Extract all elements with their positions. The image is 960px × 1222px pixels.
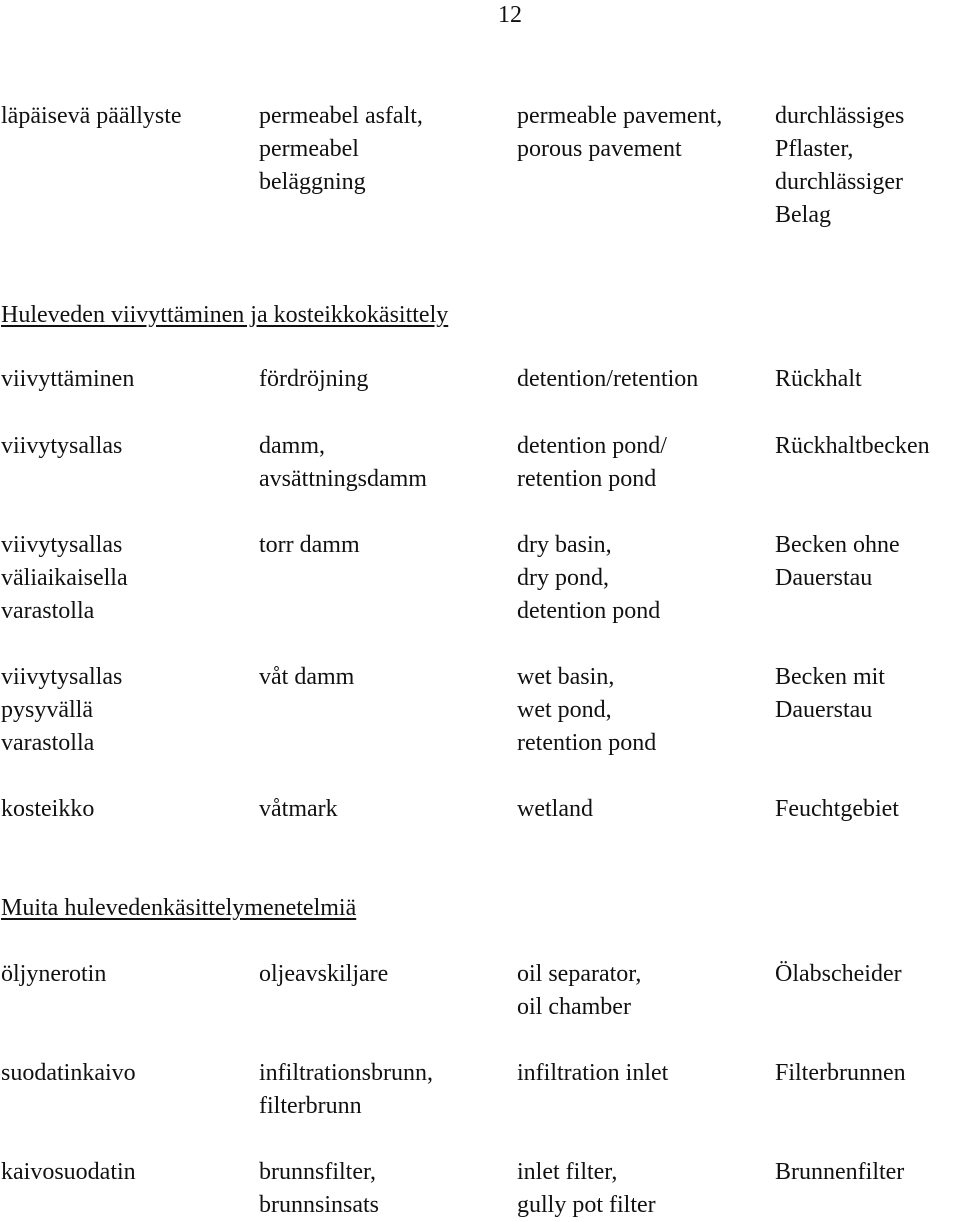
term-en: porous pavement	[517, 136, 682, 162]
term-sv: våt damm	[259, 664, 355, 690]
table-row	[0, 793, 960, 826]
table-row	[0, 529, 960, 562]
term-fi: läpäisevä päällyste	[1, 103, 182, 129]
term-de: Ölabscheider	[775, 961, 902, 987]
term-de: Rückhalt	[775, 366, 862, 392]
term-en: detention pond	[517, 598, 661, 624]
term-sv: permeabel asfalt,	[259, 103, 423, 129]
term-sv: oljeavskiljare	[259, 961, 389, 987]
section-heading: Huleveden viivyttäminen ja kosteikkokäsittely	[1, 302, 449, 328]
term-sv: permeabel	[259, 136, 359, 162]
term-en: retention pond	[517, 466, 657, 492]
table-row	[0, 1090, 960, 1123]
page-number: 12	[498, 2, 522, 28]
term-en: wet basin,	[517, 664, 615, 690]
term-de: Feuchtgebiet	[775, 796, 899, 822]
table-row	[0, 100, 960, 133]
table-row	[0, 199, 960, 232]
term-en: wetland	[517, 796, 593, 822]
term-fi: viivytysallas	[1, 433, 123, 459]
term-de: Dauerstau	[775, 565, 873, 591]
term-sv: brunnsinsats	[259, 1192, 379, 1218]
term-en: permeable pavement,	[517, 103, 723, 129]
term-fi: varastolla	[1, 598, 95, 624]
term-de: durchlässiger	[775, 169, 903, 195]
term-fi: kaivosuodatin	[1, 1159, 136, 1185]
term-fi: viivytysallas	[1, 532, 123, 558]
term-fi: viivytysallas	[1, 664, 123, 690]
term-en: retention pond	[517, 730, 657, 756]
table-row	[0, 727, 960, 760]
term-en: detention pond/	[517, 433, 667, 459]
term-sv: beläggning	[259, 169, 366, 195]
table-row	[0, 595, 960, 628]
term-fi: pysyvällä	[1, 697, 93, 723]
term-en: inlet filter,	[517, 1159, 618, 1185]
term-de: Brunnenfilter	[775, 1159, 905, 1185]
table-row	[0, 562, 960, 595]
term-fi: viivyttäminen	[1, 366, 135, 392]
term-fi: kosteikko	[1, 796, 95, 822]
term-sv: brunnsfilter,	[259, 1159, 377, 1185]
table-row	[0, 1156, 960, 1189]
table-row	[0, 991, 960, 1024]
section-heading: Muita hulevedenkäsittelymenetelmiä	[1, 895, 357, 921]
term-de: Belag	[775, 202, 831, 228]
term-fi: varastolla	[1, 730, 95, 756]
term-fi: öljynerotin	[1, 961, 107, 987]
term-de: durchlässiges	[775, 103, 905, 129]
table-row	[0, 958, 960, 991]
table-row	[0, 463, 960, 496]
term-de: Pflaster,	[775, 136, 854, 162]
term-en: infiltration inlet	[517, 1060, 669, 1086]
term-de: Rückhaltbecken	[775, 433, 930, 459]
term-sv: filterbrunn	[259, 1093, 362, 1119]
term-de: Becken ohne	[775, 532, 900, 558]
term-sv: damm,	[259, 433, 325, 459]
term-en: oil separator,	[517, 961, 642, 987]
term-en: oil chamber	[517, 994, 631, 1020]
term-sv: infiltrationsbrunn,	[259, 1060, 433, 1086]
term-sv: torr damm	[259, 532, 360, 558]
term-en: detention/retention	[517, 366, 699, 392]
term-en: dry pond,	[517, 565, 609, 591]
term-de: Becken mit	[775, 664, 885, 690]
term-de: Dauerstau	[775, 697, 873, 723]
term-fi: suodatinkaivo	[1, 1060, 136, 1086]
table-row	[0, 430, 960, 463]
table-row	[0, 363, 960, 396]
table-row	[0, 694, 960, 727]
term-sv: fördröjning	[259, 366, 369, 392]
table-row	[0, 661, 960, 694]
term-sv: avsättningsdamm	[259, 466, 427, 492]
table-row	[0, 1189, 960, 1222]
term-de: Filterbrunnen	[775, 1060, 906, 1086]
term-en: wet pond,	[517, 697, 612, 723]
table-row	[0, 1057, 960, 1090]
table-row	[0, 133, 960, 166]
term-en: dry basin,	[517, 532, 612, 558]
term-fi: väliaikaisella	[1, 565, 128, 591]
table-row	[0, 166, 960, 199]
term-en: gully pot filter	[517, 1192, 656, 1218]
term-sv: våtmark	[259, 796, 338, 822]
